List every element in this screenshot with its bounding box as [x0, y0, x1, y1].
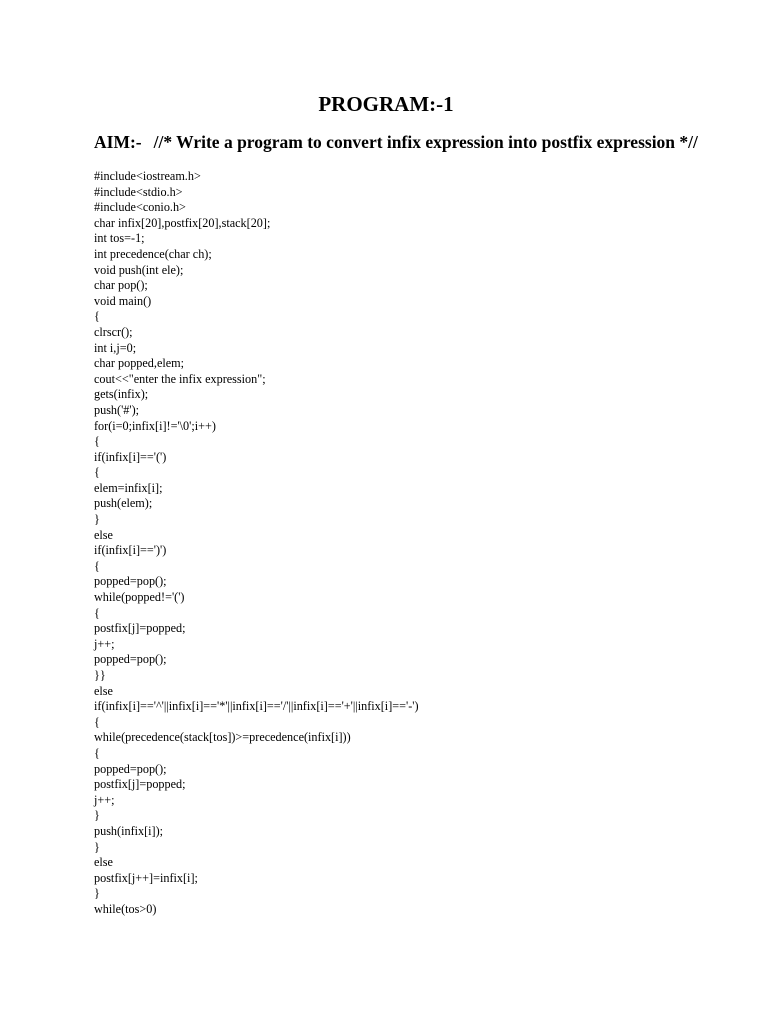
code-line: { — [94, 465, 100, 480]
code-line: gets(infix); — [94, 387, 149, 402]
code-line: } — [94, 808, 100, 823]
code-line: if(infix[i]==')') — [94, 543, 167, 558]
code-line: { — [94, 745, 100, 760]
code-line: push('#'); — [94, 402, 140, 417]
code-line: popped=pop(); — [94, 574, 167, 589]
code-line: } — [94, 512, 100, 527]
code-line: #include<stdio.h> — [94, 184, 183, 199]
code-line: postfix[j++]=infix[i]; — [94, 870, 198, 885]
code-line: for(i=0;infix[i]!='\0';i++) — [94, 418, 216, 433]
program-title-text: PROGRAM:-1 — [318, 92, 454, 116]
code-line: push(infix[i]); — [94, 823, 164, 838]
code-line: char popped,elem; — [94, 356, 185, 371]
code-line: push(elem); — [94, 496, 153, 511]
code-line: { — [94, 309, 100, 324]
code-line: { — [94, 558, 100, 573]
code-line: j++; — [94, 792, 115, 807]
code-line: while(precedence(stack[tos])>=precedence(infix[i])) — [94, 730, 351, 745]
code-line: else — [94, 527, 113, 542]
aim-text: //* Write a program to convert infix expression into postfix expression *// — [153, 132, 698, 152]
code-line: void push(int ele); — [94, 262, 184, 277]
code-line: { — [94, 434, 100, 449]
code-line: elem=infix[i]; — [94, 480, 163, 495]
code-line: void main() — [94, 293, 152, 308]
code-line: j++; — [94, 636, 115, 651]
code-line: }} — [94, 668, 106, 682]
aim-statement — [94, 132, 698, 153]
code-line: char pop(); — [94, 278, 148, 293]
code-line: else — [94, 855, 113, 870]
code-line: int precedence(char ch); — [94, 246, 212, 261]
code-line: postfix[j]=popped; — [94, 621, 186, 636]
code-line: } — [94, 839, 100, 854]
code-line: popped=pop(); — [94, 652, 167, 667]
code-line: { — [94, 714, 100, 729]
program-title — [0, 92, 768, 117]
code-listing — [94, 169, 419, 918]
code-line: while(tos>0) — [94, 901, 157, 916]
aim-label: AIM:- — [94, 132, 142, 152]
code-line: postfix[j]=popped; — [94, 777, 186, 792]
code-line: while(popped!='(') — [94, 590, 185, 605]
code-line: int i,j=0; — [94, 340, 137, 355]
code-line: if(infix[i]=='(') — [94, 449, 167, 464]
code-line: clrscr(); — [94, 324, 133, 339]
code-line: char infix[20],postfix[20],stack[20]; — [94, 215, 271, 230]
code-line: if(infix[i]=='^'||infix[i]=='*'||infix[i]=='/'||infix[i]=='+'||infix[i]=='-') — [94, 699, 419, 714]
code-line: else — [94, 683, 113, 698]
code-line: #include<conio.h> — [94, 200, 186, 215]
code-line: int tos=-1; — [94, 231, 145, 246]
code-line: { — [94, 605, 100, 620]
code-line: #include<iostream.h> — [94, 169, 201, 183]
code-line: } — [94, 886, 100, 901]
code-line: popped=pop(); — [94, 761, 167, 776]
code-line: cout<<"enter the infix expression"; — [94, 371, 266, 386]
